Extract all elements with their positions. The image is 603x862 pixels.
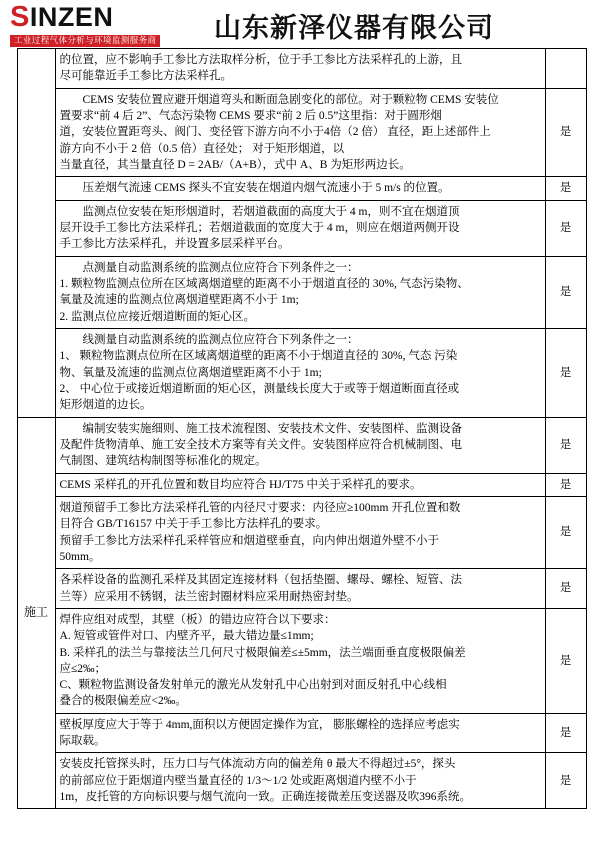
table-row (17, 200, 586, 256)
table-row (17, 753, 586, 809)
table-row (17, 328, 586, 417)
requirement-line: 叠合的极限偏差应<2‰。 (59, 695, 187, 708)
requirement-line: 物、氧量及流速的监测点位离烟道壁距离不小于 1m; (59, 366, 322, 379)
requirement-line: 2. 监测点位应接近烟道断面的矩心区。 (59, 310, 255, 323)
table-row (17, 256, 586, 328)
requirement-line: CEMS 安装位置应避开烟道弯头和断面急剧变化的部位。对于颗粒物 CEMS 安装位 (82, 93, 499, 106)
judgement-cell: 是 (545, 608, 586, 713)
requirement-cell (55, 417, 545, 473)
requirement-line: 1、 颗粒物监测点位所在区域离烟道壁的距离不小于烟道直径的 30%, 气态 污染 (59, 350, 458, 363)
requirement-line: 矩形烟道的边长。 (59, 399, 152, 412)
requirement-line: CEMS 采样孔的开孔位置和数目均应符合 HJ/T75 中关于采样孔的要求。 (59, 478, 422, 491)
requirement-line: B. 采样孔的法兰与靠接法兰几何尺寸极限偏差≤±5mm，法兰端面垂直度极限偏差 (59, 646, 466, 659)
table-row (17, 88, 586, 177)
requirement-cell (55, 753, 545, 809)
table-row (17, 473, 586, 496)
table-row (17, 496, 586, 568)
brand-wordmark (10, 0, 114, 33)
requirement-line: C、颗粒物监测设备发射单元的激光从发射孔中心出射到对面反射孔中心线相 (59, 679, 447, 692)
judgement-cell: 是 (545, 177, 586, 200)
requirement-line: 焊件应组对成型，其壁（板）的错边应符合以下要求： (59, 613, 336, 626)
category-cell-construction: 施工 (17, 417, 55, 809)
requirements-table (17, 48, 587, 809)
requirement-line: 应≤2‰； (59, 662, 107, 675)
requirement-line: 点测量自动监测系统的监测点位应符合下列条件之一： (82, 261, 359, 274)
requirement-cell (55, 569, 545, 609)
table-body (17, 49, 586, 809)
requirement-line: 手工参比方法采样孔，并设置多层采样平台。 (59, 238, 290, 251)
judgement-cell: 是 (545, 417, 586, 473)
requirement-line: 气制图、建筑结构制图等标准化的规定。 (59, 455, 267, 468)
requirement-cell (55, 200, 545, 256)
judgement-cell: 是 (545, 256, 586, 328)
table-row (17, 177, 586, 200)
category-cell-empty (17, 49, 55, 418)
requirement-line: 监测点位安装在矩形烟道时，若烟道截面的高度大于 4 m，则不宜在烟道顶 (82, 205, 460, 218)
brand-logo (10, 0, 206, 48)
judgement-cell: 是 (545, 569, 586, 609)
table-row (17, 713, 586, 753)
judgement-cell (545, 49, 586, 89)
requirement-cell (55, 49, 545, 89)
requirement-cell (55, 88, 545, 177)
requirement-line: 烟道预留手工参比方法采样孔管的内径尺寸要求：内径应≥100mm 开孔位置和数 (59, 501, 461, 514)
requirement-line: 1m，皮托管的方向标识要与烟气流向一致。正确连接微差压变送器及吹396系统。 (59, 791, 471, 804)
requirement-line: 道，安装位置距弯头、阀门、变径管下游方向不小于4倍（2 倍） 直径，距上述部件上 (59, 126, 491, 139)
requirement-cell (55, 256, 545, 328)
requirement-cell (55, 177, 545, 200)
requirement-line: A. 短管或管件对口、内壁齐平，最大错边量≤1mm; (59, 630, 314, 643)
requirement-line: 的位置，应不影响手工参比方法取样分析，位于手工参比方法采样孔的上游，且 (59, 54, 462, 66)
requirement-line: 2、 中心位于或接近烟道断面的矩心区，测量线长度大于或等于烟道断面直径或 (59, 382, 460, 395)
requirement-line: 层开设手工参比方法采样孔；若烟道截面的宽度大于 4 m，则应在烟道两侧开设 (59, 221, 460, 234)
table-row (17, 569, 586, 609)
judgement-cell: 是 (545, 88, 586, 177)
requirement-line: 际取载。 (59, 735, 106, 748)
requirement-line: 压差烟气流速 CEMS 探头不宜安装在烟道内烟气流速小于 5 m/s 的位置。 (82, 182, 450, 195)
document-header (0, 0, 603, 48)
requirement-line: 游方向不小于 2 倍（0.5 倍）直径处； 对于矩形烟道，以 (59, 142, 345, 155)
judgement-cell: 是 (545, 496, 586, 568)
requirement-line: 目符合 GB/T16157 中关于手工参比方法样孔的要求。 (59, 518, 328, 531)
requirement-line: 1. 颗粒物监测点位所在区域离烟道壁的距离不小于烟道直径的 30%, 气态污染物、 (59, 277, 469, 290)
requirement-line: 置要求“前 4 后 2”、气态污染物 CEMS 要求“前 2 后 0.5”这里指：对于圆形烟 (59, 109, 442, 122)
requirement-line: 兰等）应采用不锈钢，法兰密封圈材料应采用耐热密封垫。 (59, 590, 359, 603)
judgement-cell: 是 (545, 473, 586, 496)
requirement-line: 线测量自动监测系统的监测点位应符合下列条件之一： (82, 333, 359, 346)
judgement-cell: 是 (545, 200, 586, 256)
requirement-cell (55, 608, 545, 713)
requirement-line: 尽可能靠近手工参比方法采样孔。 (59, 70, 232, 83)
requirement-line: 氧量及流速的监测点位离烟道壁距离不小于 1m; (59, 294, 299, 307)
table-row (17, 608, 586, 713)
company-name: 山东新泽仪器有限公司 (214, 12, 494, 43)
brand-text: SINZEN (10, 0, 114, 33)
judgement-cell: 是 (545, 328, 586, 417)
table-row (17, 417, 586, 473)
requirement-line: 的前部应位于距烟道内壁当量直径的 1/3～1/2 处或距离烟道内壁不小于 (59, 774, 417, 787)
brand-tagline: 工业过程气体分析与环境监测服务商 (10, 35, 160, 48)
requirement-line: 壁板厚度应大于等于 4mm,面积以方便固定操作为宜， 膨胀螺栓的选择应考虑实 (59, 718, 460, 731)
requirement-line: 预留手工参比方法采样孔采样管应和烟道壁垂直，向内伸出烟道外壁不小于 (59, 534, 439, 547)
judgement-cell: 是 (545, 753, 586, 809)
requirement-line: 50mm。 (59, 550, 101, 563)
table-row (17, 49, 586, 89)
judgement-cell: 是 (545, 713, 586, 753)
requirement-cell (55, 496, 545, 568)
requirement-cell (55, 328, 545, 417)
requirement-line: 及配件货物清单、施工安全技术方案等有关文件。安装图样应符合机械制图、电 (59, 438, 462, 451)
requirement-line: 各采样设备的监测孔采样及其固定连接材料（包括垫圈、螺母、螺栓、短管、法 (59, 574, 462, 587)
requirement-line: 编制安装实施细则、施工技术流程图、安装技术文件、安装图样、监测设备 (82, 422, 462, 435)
requirement-cell (55, 473, 545, 496)
requirement-line: 安装皮托管探头时，压力口与气体流动方向的偏差角 θ 最大不得超过±5°，探头 (59, 758, 456, 771)
requirement-line: 当量直径，其当量直径 D = 2AB/（A+B），式中 A、B 为矩形两边长。 (59, 158, 411, 171)
requirement-cell (55, 713, 545, 753)
